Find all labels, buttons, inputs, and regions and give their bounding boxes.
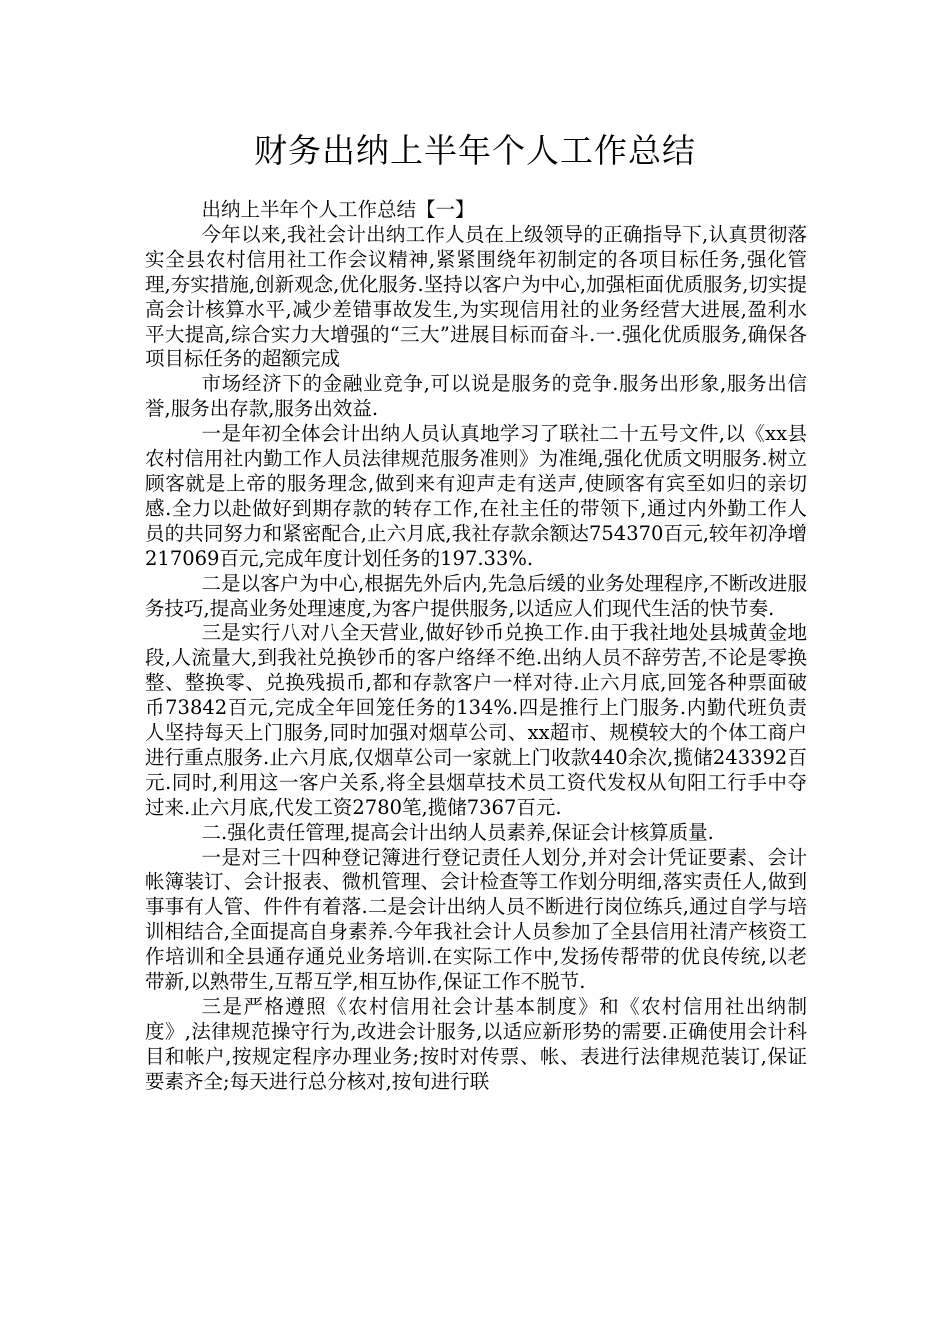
paragraph: 一是对三十四种登记簿进行登记责任人划分,并对会计凭证要素、会计帐簿装订、会计报表、微机管理、会计检查等工作划分明细,落实责任人,做到事事有人管、件件有着落.二是会计出纳人员不断进行岗位练兵,通过自学与培训相结合,全面提高自身素养.今年我社会计人员参加了全县信用社清产核资工作培训和全县通存通兑业务培训.在实际工作中,发扬传帮带的优良传统,以老带新,以熟带生,互帮互学,相互协作,保证工作不脱节.	[145, 845, 807, 994]
paragraph: 三是严格遵照《农村信用社会计基本制度》和《农村信用社出纳制度》,法律规范操守行为,改进会计服务,以适应新形势的需要.正确使用会计科目和帐户,按规定程序办理业务;按时对传票、帐、表进行法律规范装订,保证要素齐全;每天进行总分核对,按旬进行联	[145, 995, 807, 1093]
document-title: 财务出纳上半年个人工作总结	[254, 131, 696, 170]
paragraph: 一是年初全体会计出纳人员认真地学习了联社二十五号文件,以《xx县农村信用社内勤工作人员法律规范服务准则》为准绳,强化优质文明服务.树立顾客就是上帝的服务理念,做到来有迎声走有送声,使顾客有宾至如归的亲切感.全力以赴做好到期存款的转存工作,在社主任的带领下,通过内外勤工作人员的共同努力和紧密配合,止六月底,我社存款余额达754370百元,较年初净增217069百元,完成年度计划任务的197.33%.	[145, 422, 807, 570]
paragraph: 市场经济下的金融业竞争,可以说是服务的竞争.服务出形象,服务出信誉,服务出存款,服务出效益.	[145, 372, 807, 421]
paragraph: 今年以来,我社会计出纳工作人员在上级领导的正确指导下,认真贯彻落实全县农村信用社工作会议精神,紧紧围绕年初制定的各项目标任务,强化管理,夯实措施,创新观念,优化服务.坚持以客户为中心,加强柜面优质服务,切实提高会计核算水平,减少差错事故发生,为实现信用社的业务经营大进展,盈利水平大提高,综合实力大增强的“三大”进展目标而奋斗.一.强化优质服务,确保各项目标任务的超额完成	[145, 222, 807, 371]
document-body	[145, 198, 807, 1095]
paragraph: 二是以客户为中心,根据先外后内,先急后缓的业务处理程序,不断改进服务技巧,提高业务处理速度,为客户提供服务,以适应人们现代生活的快节奏.	[145, 571, 807, 620]
paragraph: 三是实行八对八全天营业,做好钞币兑换工作.由于我社地处县城黄金地段,人流量大,到我社兑换钞币的客户络绎不绝.出纳人员不辞劳苦,不论是零换整、整换零、兑换残损币,都和存款客户一样对待.止六月底,回笼各种票面破币73842百元,完成全年回笼任务的134%.四是推行上门服务.内勤代班负责人坚持每天上门服务,同时加强对烟草公司、xx超市、规模较大的个体工商户进行重点服务.止六月底,仅烟草公司一家就上门收款440余次,揽储243392百元.同时,利用这一客户关系,将全县烟草技术员工资代发权从旬阳工行手中夺过来.止六月底,代发工资2780笔,揽储7367百元.	[145, 621, 807, 819]
paragraph-section-heading: 出纳上半年个人工作总结【一】	[201, 198, 475, 221]
paragraph-heading: 二.强化责任管理,提高会计出纳人员素养,保证会计核算质量.	[201, 820, 714, 844]
